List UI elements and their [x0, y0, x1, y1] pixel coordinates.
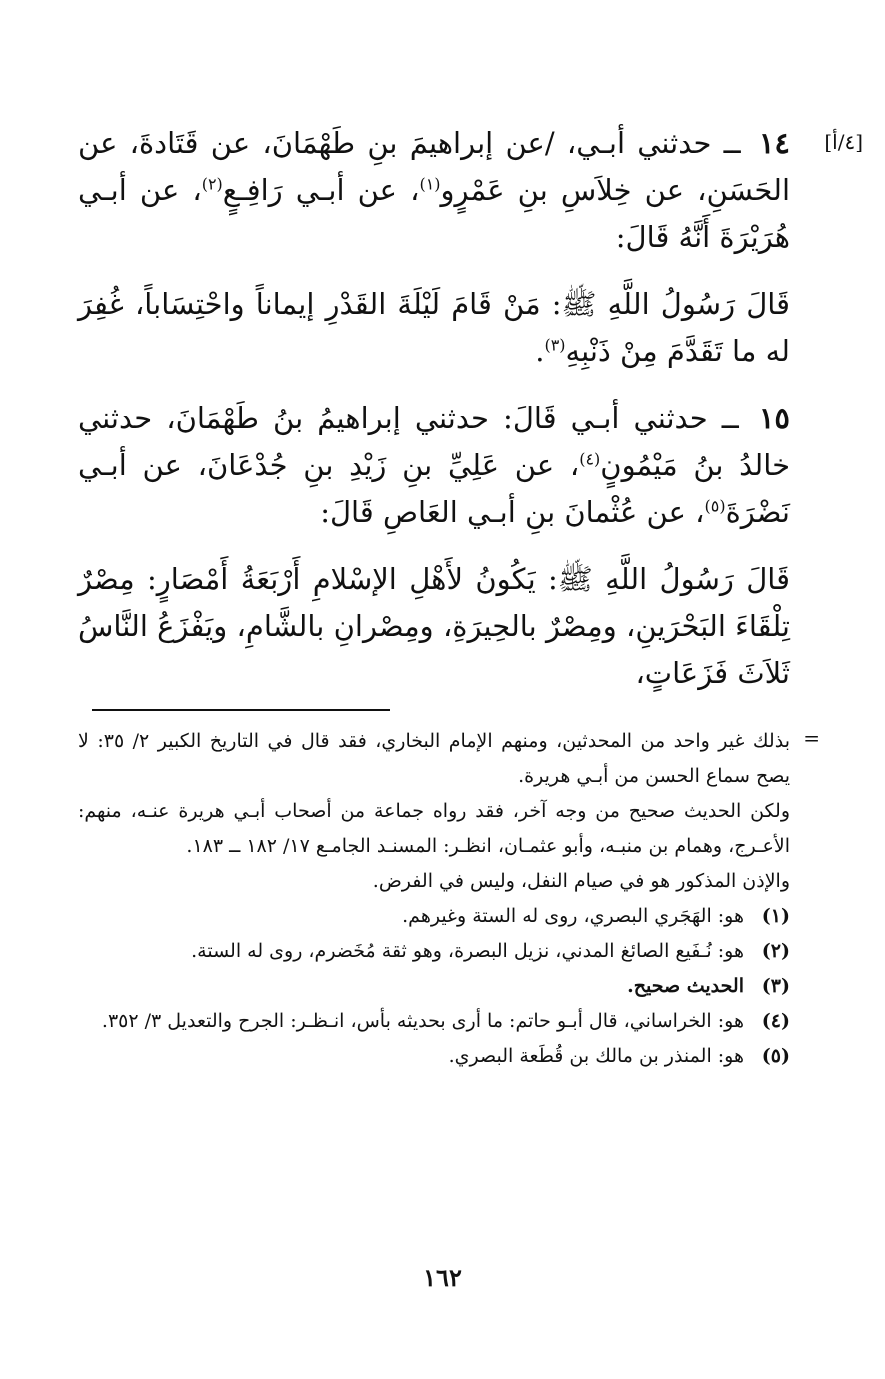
hadith-14-text: قَالَ رَسُولُ اللَّهِ ﷺ: مَنْ قَامَ لَيْلَةَ القَدْرِ إيماناً واحْتِسَاباً، غُفِرَ له ما تَقَدَّمَ مِنْ ذَنْبِهِ$^{(٣)}$.: [78, 287, 790, 368]
footnote-number: (٤): [761, 1010, 790, 1032]
hadith-14-chain: ١٤ ــ حدثني أبـي، /عن إبراهيمَ بنِ طَهْمَانَ، عن قَتَادةَ، عن الحَسَنِ، عن خِلاَسِ بنِ عَمْرٍو$^{(١)}$، عن أبـي رَافِـعٍ$^{(٢)}$، عن أبـي هُرَيْرَةَ أَنَّهُ قَالَ:: [78, 126, 790, 254]
hadith-number: ١٥: [758, 401, 790, 435]
footnote-text: هو: الخراساني، قال أبـو حاتم: ما أرى بحديثه بأس، انـظـر: الجرح والتعديل ٣/ ٣٥٢.: [101, 1010, 744, 1032]
footnote-ref[interactable]: (٤): [579, 449, 601, 469]
manuscript-folio-reference: [٤/أ]: [824, 130, 863, 154]
footnote-3: [78, 969, 790, 1004]
footnotes: [78, 724, 820, 1074]
footnote-number: (٢): [761, 940, 790, 962]
footnote-5: [78, 1039, 790, 1074]
footnote-2: [78, 934, 790, 969]
footnote-1: [78, 899, 790, 934]
page-number: ١٦٢: [423, 1263, 462, 1292]
footnote-text: هو: المنذر بن مالك بن قُطَعة البصري.: [448, 1045, 744, 1067]
footnote-ref[interactable]: (٢): [201, 174, 223, 194]
footnote-text: هو: نُـفَيع الصائغ المدني، نزيل البصرة، وهو ثقة مُخَضرم، روى له الستة.: [191, 940, 744, 962]
footnote-text: الحديث صحيح.: [627, 975, 744, 997]
footnote-4: [78, 1004, 790, 1039]
footnote-number: (٥): [761, 1045, 790, 1067]
hadith-15-chain: ١٥ ــ حدثني أبـي قَالَ: حدثني إبراهيمُ بنُ طَهْمَانَ، حدثني خالدُ بنُ مَيْمُونٍ$^{(٤)}$، عن عَلِيِّ بنِ زَيْدِ بنِ جُدْعَانَ، عن أبـي نَضْرَةَ$^{(٥)}$، عن عُثْمانَ بنِ أبـي العَاصِ قَالَ:: [78, 401, 790, 529]
hadith-15-text: قَالَ رَسُولُ اللَّهِ ﷺ: يَكُونُ لأَهْلِ الإسْلامِ أَرْبَعَةُ أَمْصَارٍ: مِصْرٌ تِلْقَاءَ البَحْرَينِ، ومِصْرٌ بالحِيرَةِ، ومِصْرانِ بالشَّامِ، ويَفْزَعُ النَّاسُ ثَلاَثَ فَزَعَاتٍ،: [78, 562, 791, 690]
footnote-continuation-marker: =: [803, 726, 820, 750]
hadith-number: ١٤: [758, 126, 790, 160]
footnote-number: (١): [761, 905, 790, 927]
footnote-ref[interactable]: (١): [419, 174, 441, 194]
footnote-text: هو: الهَجَري البصري، روى له الستة وغيرهم.: [402, 905, 744, 927]
footnote-number: (٣): [761, 975, 790, 997]
footnote-separator: [92, 709, 390, 711]
main-text: [78, 120, 790, 717]
footnote-ref[interactable]: (٥): [704, 496, 726, 516]
footnote-continuation: بذلك غير واحد من المحدثين، ومنهم الإمام البخاري، فقد قال في التاريخ الكبير ٢/ ٣٥: لا يصح سماع الحسن من أبـي هريرة. ولكن الحديث صحيح من وجه آخر، فقد رواه جماعة من أصحاب أبـي هريرة عنـه، منهم: الأعـرج، وهمام بن منبـه، وأبو عثمـان، انظـر: المسنـد الجامـع ١٧/ ١٨٢ ــ ١٨٣. والإذن المذكور هو في صيام النفل، وليس في الفرض.: [78, 730, 790, 892]
footnote-ref[interactable]: (٣): [544, 335, 566, 355]
